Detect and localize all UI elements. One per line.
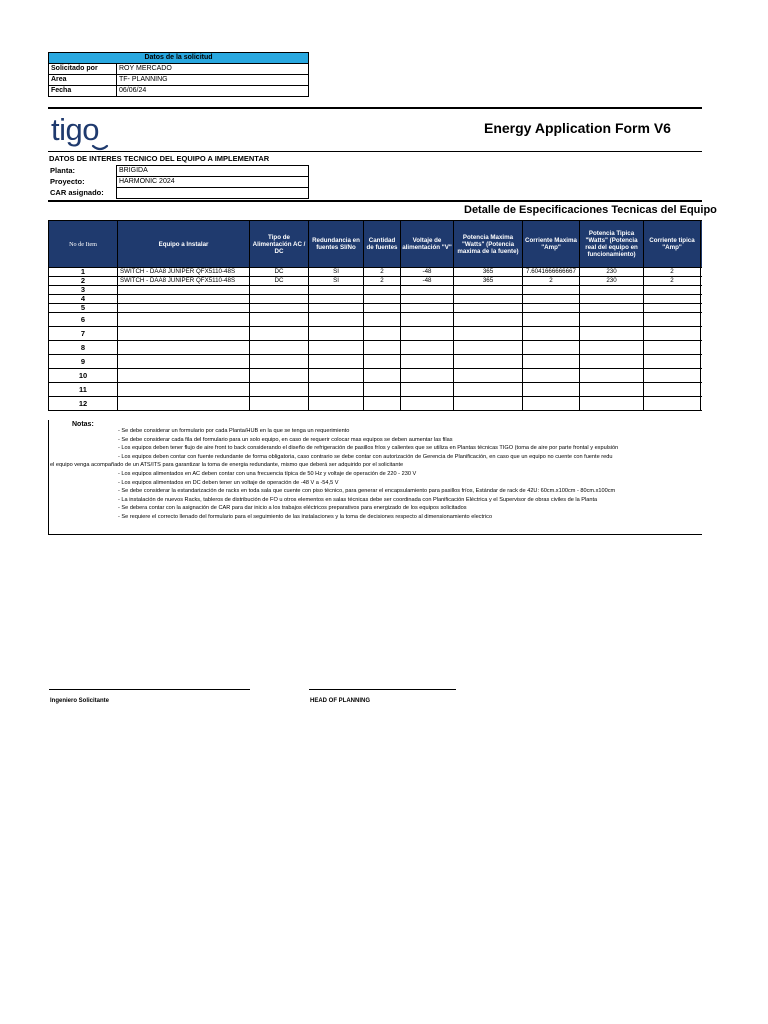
col-header-max-power: Potencia Maxima "Watts" (Potencia maxima de la fuente) xyxy=(454,221,523,268)
item-number-cell: 7 xyxy=(49,327,118,341)
overflow-cell xyxy=(701,369,703,383)
table-cell xyxy=(523,286,580,295)
table-cell xyxy=(364,383,401,397)
date-label: Fecha xyxy=(49,86,117,97)
table-cell: 2 xyxy=(364,277,401,286)
note-line: - Los equipos deben tener flujo de aire front to back considerando el diseño de refrigeración de pasillos fríos y calientes que se utiliza en Plantas técnicas TIGO (toma de aire por parte frontal y expulsión xyxy=(118,445,619,452)
table-cell xyxy=(309,397,364,411)
table-cell xyxy=(523,383,580,397)
table-cell xyxy=(644,313,701,327)
overflow-cell xyxy=(701,383,703,397)
equipment-table-body xyxy=(49,268,703,411)
plant-label: Planta: xyxy=(50,166,76,175)
table-cell xyxy=(523,341,580,355)
table-cell xyxy=(454,286,523,295)
table-cell xyxy=(309,369,364,383)
overflow-cell xyxy=(701,355,703,369)
equipment-cell xyxy=(118,341,250,355)
item-number-cell: 4 xyxy=(49,295,118,304)
technical-data-title: DATOS DE INTERES TECNICO DEL EQUIPO A IMPLEMENTAR xyxy=(49,154,270,163)
signature-engineer-label: Ingeniero Solicitante xyxy=(50,698,110,704)
table-cell xyxy=(309,304,364,313)
table-cell xyxy=(364,304,401,313)
table-cell xyxy=(523,369,580,383)
note-line: - Se requiere el correcto llenado del formulario para el seguimiento de las instalaciones y la toma de decisiones respecto al dimensionamiento electrico xyxy=(118,513,493,520)
table-cell xyxy=(580,369,644,383)
col-header-typical-power: Potencia Tipica "Watts" (Potencia real del equipo en funcionamiento) xyxy=(580,221,644,268)
table-cell xyxy=(250,313,309,327)
table-cell xyxy=(250,383,309,397)
table-cell xyxy=(364,341,401,355)
table-cell xyxy=(364,286,401,295)
table-row xyxy=(49,304,703,313)
table-cell xyxy=(454,341,523,355)
table-cell xyxy=(309,295,364,304)
table-cell: 230 xyxy=(580,268,644,277)
table-cell xyxy=(364,313,401,327)
table-cell xyxy=(454,327,523,341)
header-divider xyxy=(48,151,702,152)
table-cell xyxy=(580,383,644,397)
col-header-equipment: Equipo a Instalar xyxy=(118,221,250,268)
table-cell: 2 xyxy=(523,277,580,286)
table-cell xyxy=(644,369,701,383)
item-number-cell: 11 xyxy=(49,383,118,397)
notes-label: Notas: xyxy=(72,421,94,428)
table-cell xyxy=(644,355,701,369)
item-number-cell: 10 xyxy=(49,369,118,383)
table-cell xyxy=(580,295,644,304)
area-label: Area xyxy=(49,75,117,86)
table-cell xyxy=(401,397,454,411)
table-cell: 2 xyxy=(644,277,701,286)
table-cell xyxy=(309,383,364,397)
item-number-cell: 8 xyxy=(49,341,118,355)
col-header-redundancy: Redundancia en fuentes SI/No xyxy=(309,221,364,268)
item-number-cell: 9 xyxy=(49,355,118,369)
table-cell xyxy=(580,313,644,327)
col-header-psu-count: Cantidad de fuentes xyxy=(364,221,401,268)
signature-head-label: HEAD OF PLANNING xyxy=(310,698,370,704)
car-value xyxy=(117,188,309,199)
table-cell: 2 xyxy=(644,268,701,277)
signature-line-head xyxy=(309,689,456,690)
table-cell: 2 xyxy=(364,268,401,277)
table-cell xyxy=(401,355,454,369)
table-cell xyxy=(454,295,523,304)
table-cell xyxy=(523,304,580,313)
table-cell: 230 xyxy=(580,277,644,286)
col-header-power-type: Tipo de Alimentación AC / DC xyxy=(250,221,309,268)
table-cell xyxy=(454,313,523,327)
overflow-cell xyxy=(701,341,703,355)
table-row xyxy=(49,313,703,327)
equipment-cell xyxy=(118,286,250,295)
equipment-cell xyxy=(118,355,250,369)
table-cell xyxy=(523,327,580,341)
requested-by-value: ROY MERCADO xyxy=(117,64,309,75)
overflow-cell xyxy=(701,313,703,327)
table-row xyxy=(49,369,703,383)
note-line: - La instalación de nuevos Racks, tableros de distribución de FO u otros elementos en salas técnicas debe ser coordinada con Planificación Eléctrica y el Supervisor de obras civiles de la Planta xyxy=(118,496,598,503)
overflow-cell xyxy=(701,268,703,277)
signature-line-engineer xyxy=(49,689,250,690)
table-cell xyxy=(401,295,454,304)
table-row xyxy=(49,327,703,341)
overflow-cell xyxy=(701,277,703,286)
table-cell xyxy=(401,341,454,355)
table-row xyxy=(49,286,703,295)
col-header-typical-current: Corriente tipica "Amp" xyxy=(644,221,701,268)
request-row xyxy=(49,64,309,75)
table-cell xyxy=(644,304,701,313)
table-cell: SI xyxy=(309,277,364,286)
note-line: - Los equipos alimentados en DC deben tener un voltaje de operación de -48 V a -54,5 V xyxy=(118,479,339,486)
col-header-voltage: Voltaje de alimentación "V" xyxy=(401,221,454,268)
table-cell xyxy=(580,286,644,295)
table-cell: 365 xyxy=(454,277,523,286)
table-cell: 365 xyxy=(454,268,523,277)
table-cell xyxy=(454,383,523,397)
table-cell xyxy=(250,369,309,383)
area-value: TF- PLANNING xyxy=(117,75,309,86)
request-data-table xyxy=(48,52,309,97)
table-cell xyxy=(523,355,580,369)
equipment-cell xyxy=(118,313,250,327)
note-line: - Los equipos deben contar con fuente redundante de forma obligatoria, caso contrario se debe contar con autorización de Gerencia de Planificación, en caso que un equipo no cuente con fuente redu xyxy=(118,453,613,460)
table-cell xyxy=(250,304,309,313)
table-row xyxy=(49,383,703,397)
note-line: - Se debera contar con la asignación de CAR para dar inicio a los trabajos eléctricos preparativos para energizado de los equipos solicitados xyxy=(118,505,467,512)
table-cell xyxy=(309,327,364,341)
table-cell xyxy=(364,369,401,383)
table-cell xyxy=(401,383,454,397)
project-label: Proyecto: xyxy=(50,177,85,186)
col-header-max-current: Corriente Maxima "Amp" xyxy=(523,221,580,268)
col-header-overflow xyxy=(701,221,703,268)
equipment-cell xyxy=(118,327,250,341)
table-cell xyxy=(580,304,644,313)
table-cell xyxy=(309,355,364,369)
table-cell xyxy=(580,341,644,355)
table-row xyxy=(49,341,703,355)
item-number-cell: 3 xyxy=(49,286,118,295)
request-data-title: Datos de la solicitud xyxy=(49,53,309,64)
equipment-table-header xyxy=(49,221,703,268)
table-cell xyxy=(401,327,454,341)
equipment-cell: SWITCH - DAA8 JUNIPER QFX5110-48S xyxy=(118,268,250,277)
overflow-cell xyxy=(701,295,703,304)
plant-value: BRIGIDA xyxy=(117,166,309,177)
request-row xyxy=(49,86,309,97)
notes-left-border xyxy=(48,420,49,535)
detail-title: Detalle de Especificaciones Tecnicas del Equipo xyxy=(464,204,717,216)
item-number-cell: 5 xyxy=(49,304,118,313)
equipment-cell xyxy=(118,304,250,313)
table-cell xyxy=(523,295,580,304)
table-cell xyxy=(250,295,309,304)
table-row xyxy=(49,277,703,286)
table-cell xyxy=(454,397,523,411)
note-line: - Se debe considerar la estandarización de racks en toda sala que cuente con piso técnico, para generar el encapsulamiento para pasillos fríos, Estándar de rack de 42U: 60cm.x100cm - 80cm.x100cm xyxy=(118,488,616,495)
table-cell xyxy=(644,286,701,295)
table-cell xyxy=(401,286,454,295)
equipment-cell xyxy=(118,369,250,383)
overflow-cell xyxy=(701,397,703,411)
equipment-cell xyxy=(118,383,250,397)
table-cell xyxy=(309,341,364,355)
technical-data-table xyxy=(48,165,309,199)
table-row xyxy=(49,397,703,411)
equipment-table xyxy=(48,220,702,411)
tigo-logo-text: tigo xyxy=(51,112,99,147)
table-cell: 7.6041666666667 xyxy=(523,268,580,277)
table-cell xyxy=(364,397,401,411)
table-cell: DC xyxy=(250,268,309,277)
note-line: - Los equipos alimentados en AC deben contar con una frecuencia típica de 50 Hz y voltaje de operación de 220 - 230 V xyxy=(118,470,417,477)
table-cell xyxy=(309,313,364,327)
table-cell xyxy=(580,327,644,341)
top-divider xyxy=(48,107,702,109)
note-line: el equipo venga acompañado de un ATS/ITS para garantizar la toma de energia redundante, mismo que deberá ser adquirido por el solicitante xyxy=(50,462,404,469)
table-cell xyxy=(401,304,454,313)
table-row xyxy=(49,355,703,369)
table-cell xyxy=(454,304,523,313)
table-cell xyxy=(309,286,364,295)
col-header-item-no: No de Item xyxy=(49,221,118,268)
request-row xyxy=(49,75,309,86)
overflow-cell xyxy=(701,304,703,313)
detail-divider xyxy=(48,200,702,202)
notes-list xyxy=(50,427,702,522)
table-cell xyxy=(454,355,523,369)
item-number-cell: 1 xyxy=(49,268,118,277)
table-cell xyxy=(523,313,580,327)
table-cell xyxy=(364,355,401,369)
table-cell xyxy=(644,327,701,341)
requested-by-label: Solicitado por xyxy=(49,64,117,75)
table-cell xyxy=(454,369,523,383)
equipment-table-wrapper xyxy=(48,220,702,411)
table-cell: -48 xyxy=(401,277,454,286)
table-cell xyxy=(401,369,454,383)
note-line: - Se debe considerar un formulario por cada Planta/HUB en la que se tenga un requerimiento xyxy=(118,428,350,434)
overflow-cell xyxy=(701,286,703,295)
table-cell xyxy=(250,397,309,411)
equipment-cell: SWITCH - DAA8 JUNIPER QFX5110-48S xyxy=(118,277,250,286)
table-row xyxy=(49,268,703,277)
table-cell: DC xyxy=(250,277,309,286)
table-cell xyxy=(580,355,644,369)
item-number-cell: 6 xyxy=(49,313,118,327)
table-cell xyxy=(401,313,454,327)
table-cell xyxy=(644,341,701,355)
project-value: HARMONIC 2024 xyxy=(117,177,309,188)
equipment-cell xyxy=(118,397,250,411)
notes-bottom-border xyxy=(48,534,702,535)
date-value: 06/06/24 xyxy=(117,86,309,97)
item-number-cell: 12 xyxy=(49,397,118,411)
car-label: CAR asignado: xyxy=(50,188,104,197)
overflow-cell xyxy=(701,327,703,341)
table-cell xyxy=(250,341,309,355)
table-cell xyxy=(580,397,644,411)
table-cell xyxy=(364,295,401,304)
table-cell xyxy=(250,327,309,341)
form-title: Energy Application Form V6 xyxy=(484,120,671,136)
equipment-cell xyxy=(118,295,250,304)
note-line: - Se debe considerar cada fila del formulario para un solo equipo, en caso de requerir colocar mas equipos se deben aumentar las filas xyxy=(118,436,453,443)
table-cell xyxy=(364,327,401,341)
table-cell xyxy=(250,355,309,369)
table-row xyxy=(49,295,703,304)
table-cell xyxy=(523,397,580,411)
table-cell xyxy=(644,383,701,397)
table-cell: SI xyxy=(309,268,364,277)
table-cell xyxy=(644,295,701,304)
table-cell xyxy=(644,397,701,411)
item-number-cell: 2 xyxy=(49,277,118,286)
table-cell xyxy=(250,286,309,295)
table-cell: -48 xyxy=(401,268,454,277)
